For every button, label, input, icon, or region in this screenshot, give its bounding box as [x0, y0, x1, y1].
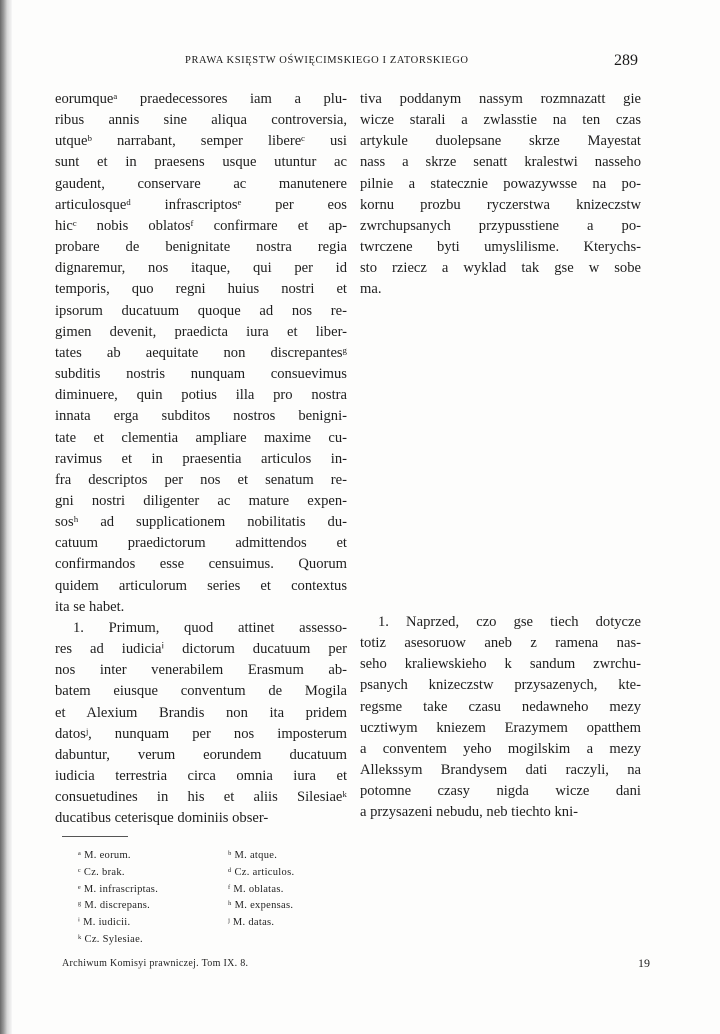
- text-line: sosʰ ad supplicationem nobilitatis du-: [55, 514, 347, 531]
- text-line: sunt et in praesens usque utuntur ac: [55, 154, 347, 171]
- footnotes-left: [78, 848, 158, 949]
- text-line: nos inter venerabilem Erasmum ab-: [55, 662, 347, 679]
- text-line: twrczene byti umyslilisme. Kterychs-: [360, 239, 641, 256]
- text-line: hicᶜ nobis oblatosᶠ confirmare et ap-: [55, 217, 347, 234]
- footnote: ᵈ Cz. articulos.: [228, 866, 295, 878]
- text-line: diminuere, quin potius illa pro nostra: [55, 387, 347, 404]
- czech-column-bottom: [360, 612, 641, 824]
- footnote: ʰ M. expensas.: [228, 900, 294, 912]
- text-line: ravimus et in praesentia articulos in-: [55, 450, 347, 467]
- text-line: iudicia terrestria circa omnia iura et: [55, 768, 347, 784]
- text-line: eorumqueᵃ praedecessores iam a plu-: [55, 91, 347, 107]
- text-line: ucztiwym kniezem Erazymem opatthem: [360, 719, 641, 736]
- text-line: ducatibus ceterisque dominiis obser-: [55, 810, 269, 827]
- footnote: ᵍ M. discrepans.: [78, 900, 151, 912]
- latin-column: [55, 89, 347, 829]
- text-line: gimen devenit, praedicta iura et liber-: [55, 323, 347, 340]
- text-line: gni nostri diligenter ac mature expen-: [55, 492, 347, 509]
- footnote-rule: [62, 836, 128, 837]
- text-line: datosʲ, nunquam per nos imposterum: [55, 725, 347, 742]
- text-line: ita se habet.: [55, 598, 125, 615]
- text-line: regsme take czasu nedawneho mezy: [360, 698, 641, 715]
- book-binding-edge: [0, 0, 12, 1034]
- running-header: [0, 52, 720, 72]
- text-line: zwrchupsanych przypusstiene a po-: [360, 217, 641, 234]
- text-line: psanych knizeczstw przysazenych, kte-: [360, 677, 641, 694]
- page-number: 289: [614, 52, 638, 69]
- text-line: nass a skrze senatt kralestwi nasseho: [360, 154, 641, 171]
- footnote: ᶠ M. oblatas.: [228, 883, 284, 895]
- text-line: Allekssym Brandysem dati raczyli, na: [360, 762, 641, 779]
- footnote: ᶜ Cz. brak.: [78, 866, 125, 878]
- text-line: articulosqueᵈ infrascriptosᵉ per eos: [55, 196, 347, 213]
- text-line: consuetudines in his et aliis Silesiaeᵏ: [55, 789, 347, 806]
- text-line: dabuntur, verum eorundem ducatuum: [55, 746, 347, 763]
- text-line: confirmandos esse censuimus. Quorum: [55, 556, 347, 573]
- text-line: pilnie a statecznie powazywsse na po-: [360, 175, 641, 192]
- text-line: ipsorum ducatuum quoque ad nos re-: [55, 302, 347, 319]
- footer-source: Archiwum Komisyi prawniczej. Tom IX. 8.: [62, 958, 249, 969]
- text-line: 1. Naprzed, czo gse tiech dotycze: [378, 614, 641, 630]
- text-line: probare de benignitate nostra regia: [55, 239, 347, 256]
- text-line: wicze starali a zwlasstie na ten czas: [360, 112, 641, 129]
- text-line: a przysazeni nebudu, neb tiechto kni-: [360, 804, 579, 821]
- text-line: a conventem yeho mogilskim a mezy: [360, 740, 641, 757]
- text-line: sto rziecz a wyklad tak gse w sobe: [360, 260, 641, 277]
- text-line: potomne czasy nigda wicze dani: [360, 783, 641, 800]
- czech-column-top: [360, 89, 641, 301]
- text-line: res ad iudiciaⁱ dictorum ducatuum per: [55, 641, 347, 658]
- text-line: artykule duolepsane skrze Mayestat: [360, 133, 641, 150]
- text-line: tates ab aequitate non discrepantesᵍ: [55, 344, 347, 361]
- text-line: dignaremur, nos itaque, qui per id: [55, 260, 347, 277]
- running-title: PRAWA KSIĘSTW OŚWIĘCIMSKIEGO I ZATORSKIEGO: [185, 55, 469, 66]
- text-line: seho kraliewskieho k sandum zwrchu-: [360, 656, 641, 673]
- text-line: totiz asesoruow aneb z ramena nas-: [360, 635, 641, 652]
- text-line: quidem articulorum series et contextus: [55, 577, 347, 594]
- footnote: ⁱ M. iudicii.: [78, 917, 131, 929]
- footnote: ᵃ M. eorum.: [78, 850, 131, 861]
- text-line: gaudent, conservare ac manutenere: [55, 175, 347, 192]
- text-line: subditis nostris nunquam consuevimus: [55, 366, 347, 383]
- footer-signature: 19: [638, 956, 650, 970]
- text-line: tiva poddanym nassym rozmnazatt gie: [360, 91, 641, 107]
- text-line: et Alexium Brandis non ita pridem: [55, 704, 347, 721]
- text-line: utqueᵇ narrabant, semper libereᶜ usi: [55, 133, 347, 150]
- footnote: ʲ M. datas.: [228, 917, 275, 929]
- text-line: fra descriptos per nos et senatum re-: [55, 471, 347, 488]
- footnotes-right: [228, 848, 294, 932]
- text-line: kornu prozbu ryczerstwa knizeczstw: [360, 196, 641, 213]
- footnote: ᵏ Cz. Sylesiae.: [78, 933, 143, 945]
- text-line: ma.: [360, 281, 382, 298]
- text-line: tate et clementia ampliare maxime cu-: [55, 429, 347, 446]
- text-line: catuum praedictorum admittendos et: [55, 535, 347, 552]
- footnote: ᵉ M. infrascriptas.: [78, 883, 159, 895]
- text-line: 1. Primum, quod attinet assesso-: [73, 619, 347, 636]
- text-line: innata erga subditos nostros benigni-: [55, 408, 347, 425]
- footnote: ᵇ M. atque.: [228, 850, 278, 861]
- text-line: ribus annis sine aliqua controversia,: [55, 112, 347, 129]
- text-line: temporis, quo regni huius nostri et: [55, 281, 347, 298]
- text-line: batem eiusque conventum de Mogila: [55, 683, 347, 700]
